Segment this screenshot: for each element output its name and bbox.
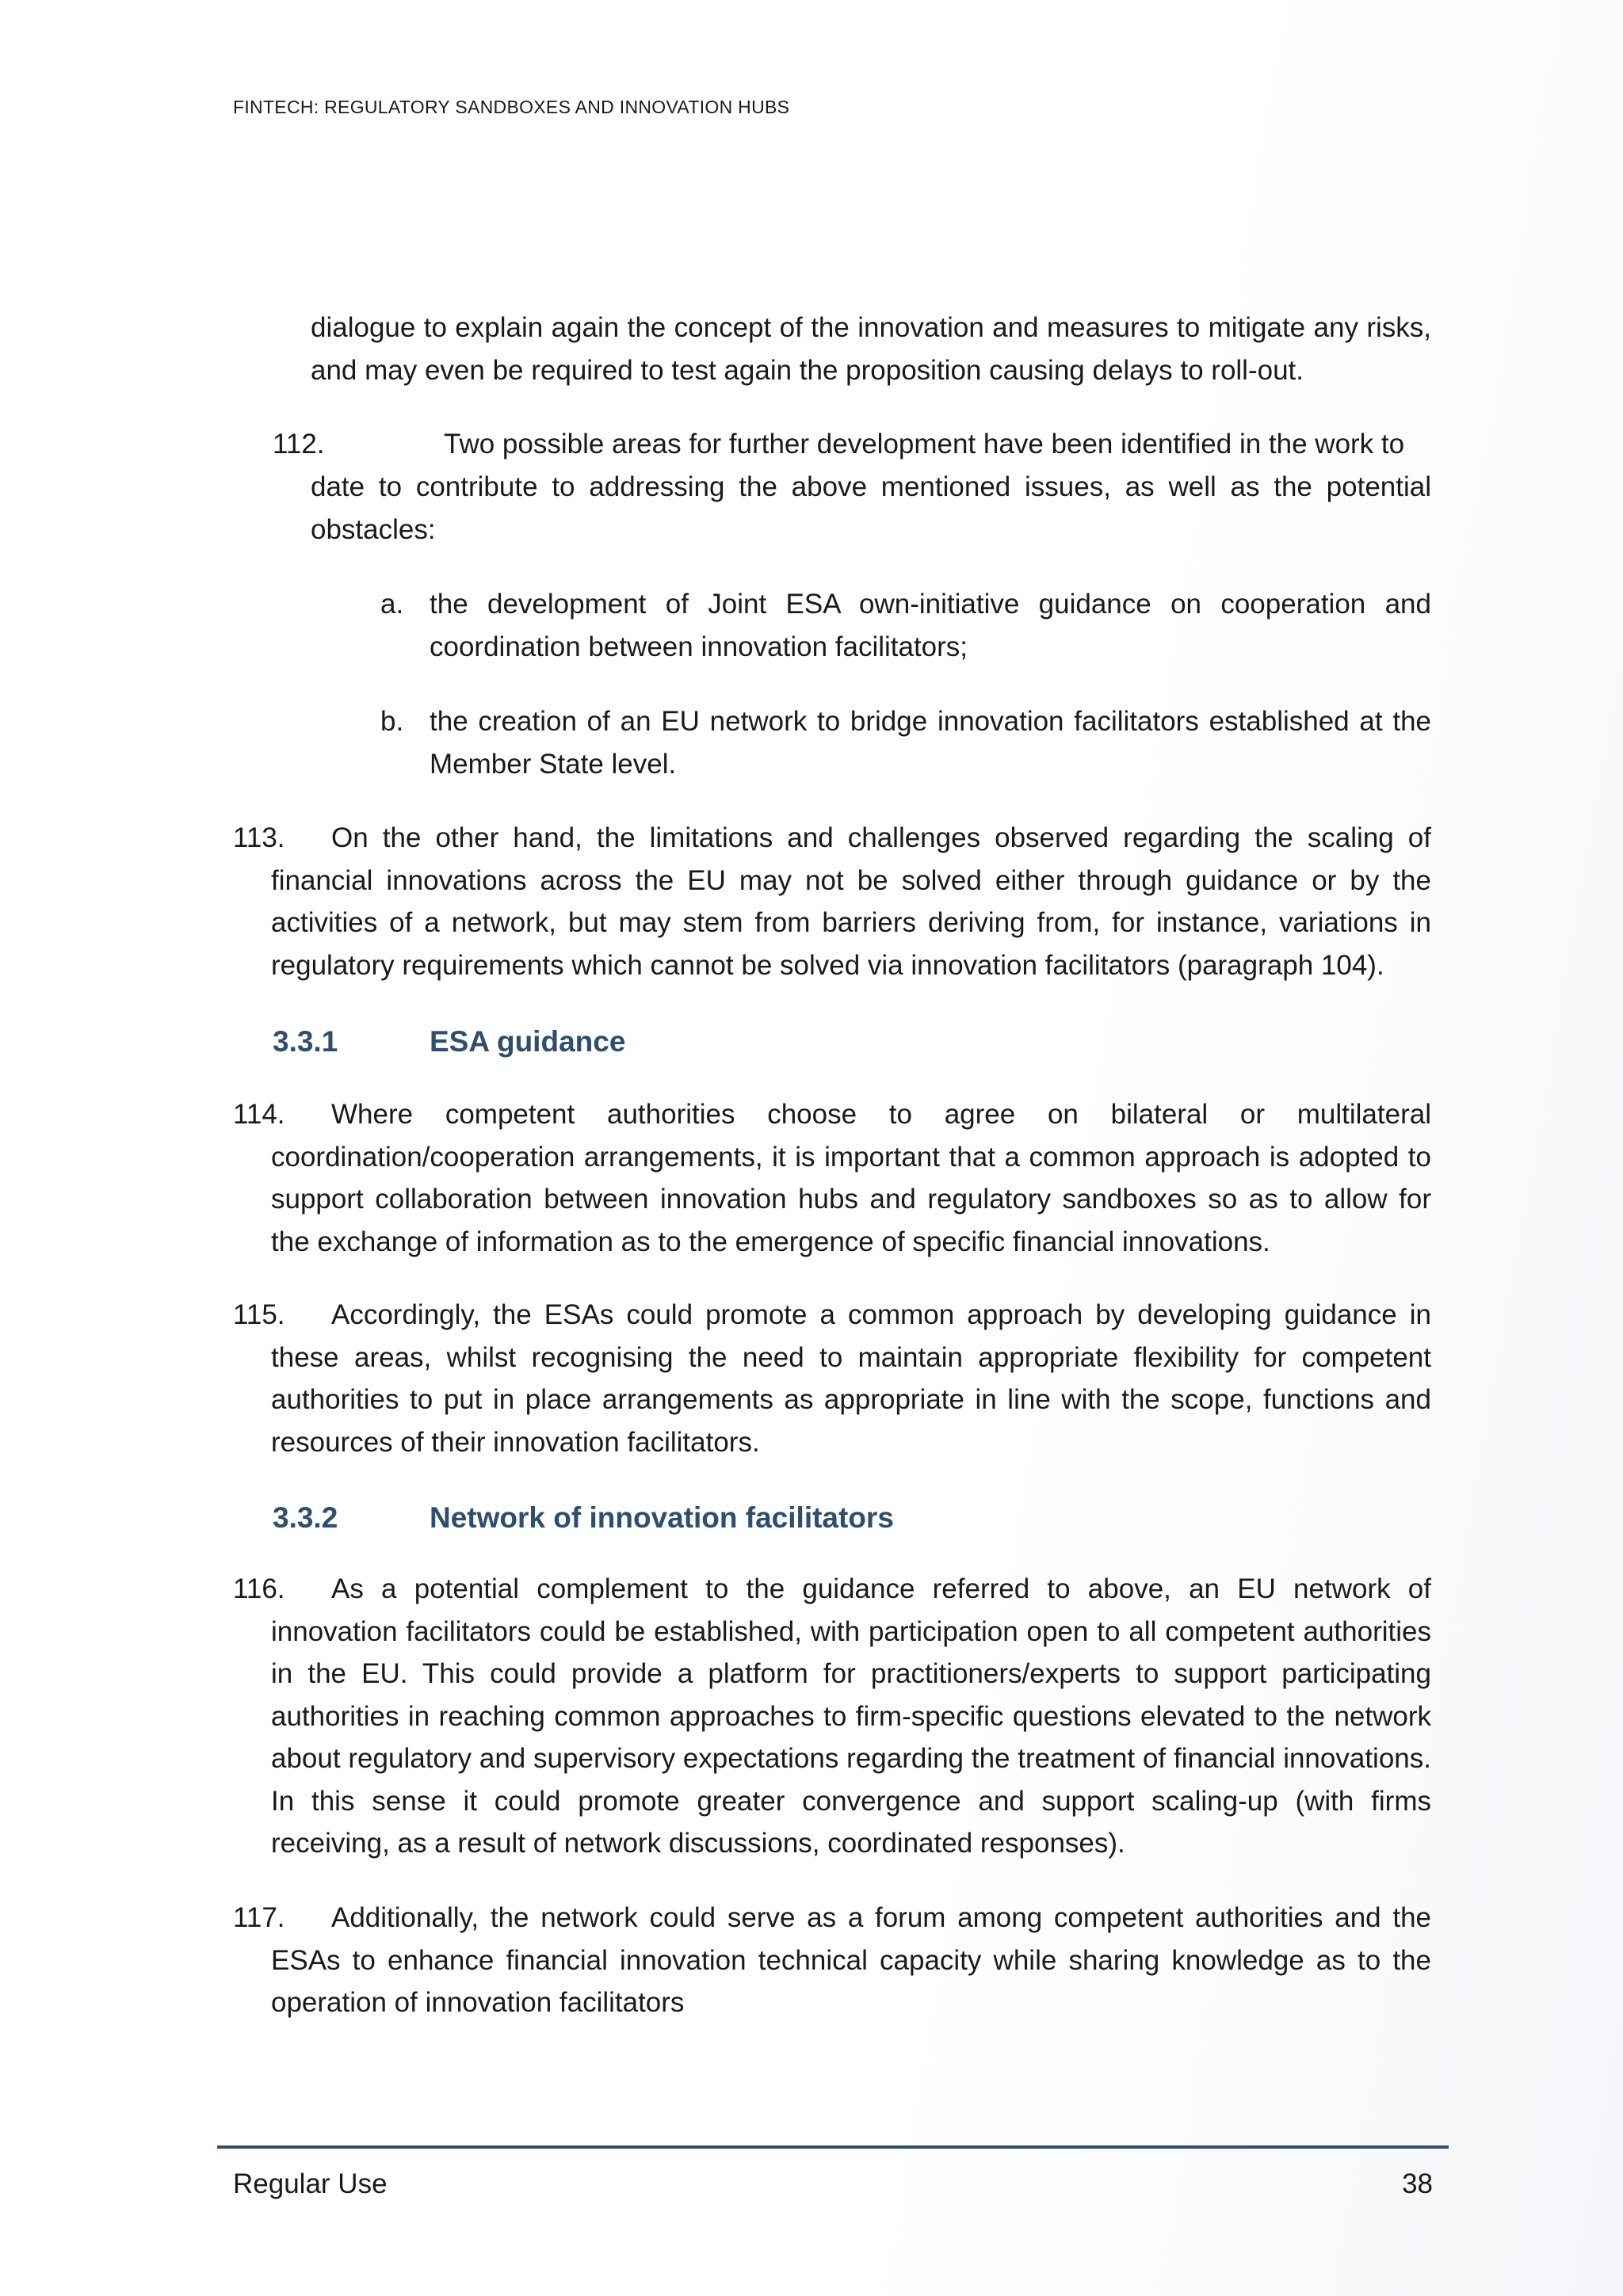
paragraph-number-113: 113. bbox=[233, 822, 285, 853]
section-number-3-3-2: 3.3.2 bbox=[273, 1501, 338, 1534]
page-number: 38 bbox=[1402, 2168, 1433, 2199]
paragraph-number-114: 114. bbox=[233, 1099, 285, 1130]
paragraph-112-first-line: Two possible areas for further development have been identified in the work to bbox=[444, 429, 1405, 460]
paragraph-116-body: As a potential complement to the guidance referred to above, an EU network of innovation facilitators could be established, with participation open to all competent authorities in the EU. This could provide a platform for practitioners/experts to support participating authorities in reaching common approaches to firm-specific questions elevated to the network about regulatory and supervisory expectations regarding the treatment of financial innovations. In this sense it could promote greater convergence and support scaling-up (with firms receiving, as a result of network discussions, coordinated responses). bbox=[271, 1573, 1431, 1859]
paragraph-number-112: 112. bbox=[273, 429, 325, 460]
list-item-a: the development of Joint ESA own-initiative guidance on cooperation and coordination between innovation facilitators; bbox=[430, 589, 1431, 662]
paragraph-113-text bbox=[271, 817, 1431, 986]
paragraph-number-117: 117. bbox=[233, 1902, 285, 1933]
paragraph-116-text bbox=[271, 1568, 1431, 1865]
running-header: FINTECH: REGULATORY SANDBOXES AND INNOVATION HUBS bbox=[233, 97, 790, 117]
paragraph-114-body: Where competent authorities choose to agree on bilateral or multilateral coordination/cooperation arrangements, it is important that a common approach is adopted to support collaboration between innovation hubs and regulatory sandboxes so as to allow for the exchange of information as to the emergence of specific financial innovations. bbox=[271, 1099, 1431, 1257]
paragraph-113-body: On the other hand, the limitations and challenges observed regarding the scaling of financial innovations across the EU may not be solved either through guidance or by the activities of a network, but may stem from barriers deriving from, for instance, variations in regulatory requirements which cannot be solved via innovation facilitators (paragraph 104). bbox=[271, 822, 1431, 981]
paragraph-115-body: Accordingly, the ESAs could promote a common approach by developing guidance in these areas, whilst recognising the need to maintain appropriate flexibility for competent authorities to put in place arrangements as appropriate in line with the scope, functions and resources of their innovation facilitators. bbox=[271, 1299, 1431, 1458]
list-marker-b: b. bbox=[380, 706, 404, 737]
paragraph-117-text bbox=[271, 1897, 1431, 2024]
section-number-3-3-1: 3.3.1 bbox=[273, 1025, 338, 1058]
paragraph-continuation: dialogue to explain again the concept of the innovation and measures to mitigate any risks, and may even be required to test again the proposition causing delays to roll-out. bbox=[311, 312, 1431, 386]
paragraph-112-text: date to contribute to addressing the above mentioned issues, as well as the potential obstacles: bbox=[311, 471, 1431, 545]
section-title-esa-guidance: ESA guidance bbox=[430, 1025, 626, 1058]
paragraph-number-116: 116. bbox=[233, 1573, 285, 1604]
paragraph-115-text bbox=[271, 1294, 1431, 1463]
paragraph-114-text bbox=[271, 1093, 1431, 1263]
paragraph-number-115: 115. bbox=[233, 1299, 285, 1330]
list-marker-a: a. bbox=[380, 589, 404, 620]
list-item-b: the creation of an EU network to bridge innovation facilitators established at the Member State level. bbox=[430, 706, 1431, 780]
footer-classification: Regular Use bbox=[233, 2168, 388, 2199]
section-title-network-of-innovation-facilitators: Network of innovation facilitators bbox=[430, 1501, 894, 1534]
footer-divider bbox=[217, 2145, 1449, 2149]
paragraph-117-body: Additionally, the network could serve as a forum among competent authorities and the ESAs to enhance financial innovation technical capacity while sharing knowledge as to the operation of innovation facilitators bbox=[271, 1902, 1431, 2018]
